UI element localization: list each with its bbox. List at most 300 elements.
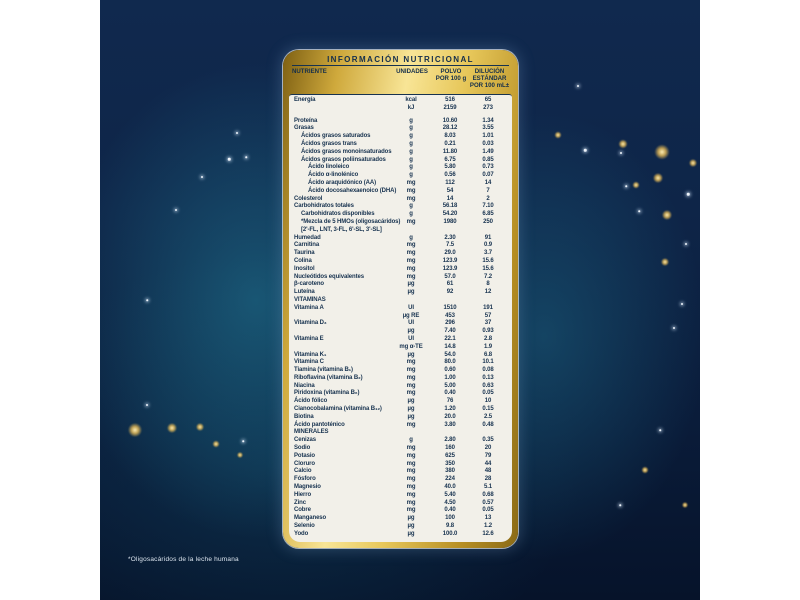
table-row bbox=[292, 149, 509, 157]
nutrient-name: Carnitina bbox=[294, 242, 320, 249]
table-row bbox=[292, 172, 509, 180]
nutrient-name: Hierro bbox=[294, 491, 312, 498]
nutrient-name: Ácidos grasos poliinsaturados bbox=[301, 156, 386, 163]
table-row bbox=[292, 328, 509, 336]
nutrient-name: Ácido docosahexaenoico (DHA) bbox=[308, 187, 397, 194]
nutrient-name: Vitamina E bbox=[294, 335, 324, 342]
column-header-dilution: DILUCIÓN ESTÁNDAR POR 100 mL± bbox=[469, 68, 510, 89]
dilution-value: 0.05 bbox=[482, 390, 494, 397]
nutrient-name: MINERALES bbox=[294, 429, 329, 436]
table-row bbox=[292, 196, 509, 204]
nutrient-name: Magnesio bbox=[294, 484, 321, 491]
nutrient-name: Tiamina (vitamina B₁) bbox=[294, 367, 353, 374]
unit-cell: mg bbox=[406, 476, 416, 483]
nutrient-name: Cloruro bbox=[294, 460, 315, 467]
table-row bbox=[292, 313, 509, 321]
unit-cell: mg bbox=[406, 242, 416, 249]
unit-cell: mg bbox=[406, 468, 416, 475]
dilution-value: 5.1 bbox=[483, 484, 493, 491]
table-row bbox=[292, 188, 509, 196]
unit-cell: g bbox=[409, 164, 413, 171]
unit-cell: mg bbox=[406, 491, 416, 498]
powder-value: 100 bbox=[445, 515, 455, 522]
unit-cell: kcal bbox=[405, 97, 417, 103]
nutrient-name: *Mezcla de 5 HMOs (oligosacáridos) bbox=[301, 218, 401, 225]
unit-cell: g bbox=[409, 140, 413, 147]
powder-value: 160 bbox=[445, 445, 455, 452]
unit-cell: mg bbox=[406, 187, 416, 194]
table-row bbox=[292, 375, 509, 383]
gold-star-icon bbox=[642, 467, 649, 474]
unit-cell: g bbox=[409, 437, 413, 444]
table-row bbox=[292, 445, 509, 453]
powder-value: 0.40 bbox=[444, 390, 456, 397]
powder-value: 1980 bbox=[443, 218, 457, 225]
dilution-value: 7 bbox=[486, 187, 490, 194]
nutrient-name: Cenizas bbox=[294, 437, 316, 444]
powder-value: 7.5 bbox=[445, 242, 455, 249]
gold-star-icon bbox=[128, 423, 142, 437]
dilution-value: 6.85 bbox=[482, 211, 494, 218]
dilution-value: 0.63 bbox=[482, 382, 494, 389]
dilution-value: 3.55 bbox=[482, 125, 494, 132]
unit-cell bbox=[389, 429, 433, 437]
nutrient-name: Inositol bbox=[294, 265, 315, 272]
dilution-value: 1.01 bbox=[482, 133, 494, 140]
powder-value: 29.0 bbox=[444, 250, 456, 257]
table-row bbox=[292, 336, 509, 344]
dilution-value: 0.13 bbox=[482, 374, 494, 381]
nutrition-table-body bbox=[289, 94, 512, 542]
table-row bbox=[292, 367, 509, 375]
white-star-icon bbox=[201, 176, 203, 178]
powder-value: 5.00 bbox=[444, 382, 456, 389]
dilution-value: 15.6 bbox=[482, 257, 494, 264]
powder-value: 54.20 bbox=[442, 211, 458, 218]
white-star-icon bbox=[245, 156, 247, 158]
powder-value: 92 bbox=[446, 289, 454, 296]
table-row bbox=[292, 250, 509, 258]
nutrient-name: Vitamina A bbox=[294, 304, 324, 311]
table-row bbox=[292, 398, 509, 406]
nutrient-name: Ácidos grasos monoinsaturados bbox=[301, 148, 392, 155]
unit-cell: mg bbox=[406, 195, 416, 202]
gold-star-icon bbox=[167, 423, 177, 433]
column-header-powder: POLVO POR 100 g bbox=[435, 68, 467, 82]
white-star-icon bbox=[659, 429, 661, 431]
dilution-value: 0.57 bbox=[482, 499, 494, 506]
unit-cell: g bbox=[409, 148, 413, 155]
dilution-value: 250 bbox=[483, 218, 493, 225]
unit-cell: g bbox=[409, 203, 413, 210]
unit-cell: µg bbox=[407, 328, 415, 335]
dilution-value: 1.9 bbox=[483, 343, 493, 350]
powder-value: 123.9 bbox=[442, 265, 458, 272]
powder-value: 123.9 bbox=[442, 257, 458, 264]
unit-cell: g bbox=[409, 234, 413, 241]
table-row bbox=[292, 164, 509, 172]
white-star-icon bbox=[681, 303, 683, 305]
powder-value: 5.80 bbox=[444, 164, 456, 171]
nutrition-label-header bbox=[283, 50, 518, 89]
unit-cell: µg bbox=[407, 530, 415, 537]
dilution-value: 191 bbox=[483, 304, 493, 311]
powder-value: 0.40 bbox=[444, 507, 456, 514]
hmo-footnote: *Oligosacáridos de la leche humana bbox=[128, 556, 239, 563]
white-star-icon bbox=[638, 210, 640, 212]
dilution-value: 0.73 bbox=[482, 164, 494, 171]
powder-value: 9.8 bbox=[445, 523, 455, 530]
table-row bbox=[292, 523, 509, 531]
powder-value: 5.40 bbox=[444, 491, 456, 498]
white-star-icon bbox=[687, 193, 690, 196]
powder-value bbox=[433, 429, 467, 437]
table-row bbox=[292, 484, 509, 492]
white-star-icon bbox=[577, 85, 579, 87]
powder-value: 28.12 bbox=[442, 125, 458, 132]
nutrient-name: Manganeso bbox=[294, 515, 327, 522]
powder-value: 76 bbox=[446, 398, 454, 405]
dilution-value: 6.8 bbox=[483, 351, 493, 358]
unit-cell: g bbox=[409, 117, 413, 124]
unit-cell: g bbox=[409, 125, 413, 132]
dilution-value: 28 bbox=[484, 476, 492, 483]
dilution-value: 0.07 bbox=[482, 172, 494, 179]
table-row bbox=[292, 203, 509, 211]
powder-value: 40.0 bbox=[444, 484, 456, 491]
unit-cell: µg bbox=[407, 515, 415, 522]
nutrient-name: Vitamina C bbox=[294, 359, 324, 366]
table-row bbox=[292, 352, 509, 360]
powder-value bbox=[433, 227, 467, 235]
table-row bbox=[292, 359, 509, 367]
nutrient-name: Biotina bbox=[294, 413, 314, 420]
table-row bbox=[292, 133, 509, 141]
nutrient-name: Ácido araquidónico (AA) bbox=[308, 179, 377, 186]
gold-star-icon bbox=[653, 173, 663, 183]
table-row bbox=[292, 476, 509, 484]
nutrient-name: Nucleótidos equivalentes bbox=[294, 273, 364, 280]
nutrient-name: VITAMINAS bbox=[294, 296, 326, 303]
powder-value bbox=[433, 297, 467, 305]
dilution-value: 8 bbox=[486, 281, 490, 288]
powder-value: 4.50 bbox=[444, 499, 456, 506]
white-star-icon bbox=[620, 152, 622, 154]
nutrient-name: Colesterol bbox=[294, 195, 323, 202]
unit-cell: mg bbox=[406, 257, 416, 264]
table-row bbox=[292, 242, 509, 250]
table-row bbox=[292, 305, 509, 313]
unit-cell: µg bbox=[407, 281, 415, 288]
nutrient-name: Colina bbox=[294, 257, 312, 264]
nutrient-name bbox=[292, 313, 389, 321]
table-row bbox=[292, 344, 509, 352]
gold-star-icon bbox=[237, 452, 243, 458]
nutrient-name: Cobre bbox=[294, 507, 311, 514]
powder-value: 1510 bbox=[443, 304, 457, 311]
unit-cell: g bbox=[409, 156, 413, 163]
table-row bbox=[292, 422, 509, 430]
nutrient-name: Zinc bbox=[294, 499, 306, 506]
dilution-value: 0.35 bbox=[482, 437, 494, 444]
unit-cell: mg bbox=[406, 218, 416, 225]
dilution-value: 10 bbox=[484, 398, 492, 405]
powder-value: 625 bbox=[445, 452, 455, 459]
unit-cell: mg bbox=[406, 273, 416, 280]
powder-value: 296 bbox=[445, 320, 455, 327]
dilution-value: 2.5 bbox=[483, 413, 493, 420]
powder-value: 100.0 bbox=[442, 530, 458, 537]
powder-value: 10.60 bbox=[442, 117, 458, 124]
gold-star-icon bbox=[662, 210, 672, 220]
nutrition-label-panel bbox=[283, 50, 518, 548]
nutrient-name: Ácidos grasos saturados bbox=[301, 133, 371, 140]
powder-value: 20.0 bbox=[444, 413, 456, 420]
dilution-value bbox=[467, 297, 509, 305]
table-row bbox=[292, 266, 509, 274]
nutrient-name: Calcio bbox=[294, 468, 312, 475]
unit-cell: mg bbox=[406, 460, 416, 467]
dilution-value: 14 bbox=[484, 179, 492, 186]
table-row bbox=[292, 227, 509, 235]
dilution-value: 7.2 bbox=[483, 273, 493, 280]
dilution-value: 48 bbox=[484, 468, 492, 475]
dilution-value: 10.1 bbox=[482, 359, 494, 366]
powder-value: 1.20 bbox=[444, 406, 456, 413]
dilution-value: 91 bbox=[484, 234, 492, 241]
powder-value: 54.0 bbox=[444, 351, 456, 358]
section-row bbox=[292, 297, 509, 305]
white-star-icon bbox=[673, 327, 675, 329]
powder-value: 350 bbox=[445, 460, 455, 467]
unit-cell: g bbox=[409, 211, 413, 218]
powder-value: 2159 bbox=[443, 104, 457, 111]
dilution-value: 44 bbox=[484, 460, 492, 467]
nutrient-name: Vitamina K₁ bbox=[294, 351, 327, 358]
unit-cell: mg bbox=[406, 499, 416, 506]
unit-cell: g bbox=[409, 133, 413, 140]
powder-value: 14 bbox=[446, 195, 454, 202]
table-row bbox=[292, 258, 509, 266]
unit-cell: g bbox=[409, 172, 413, 179]
unit-cell: UI bbox=[408, 320, 414, 327]
nutrient-name bbox=[292, 344, 389, 352]
table-row bbox=[292, 235, 509, 243]
nutrient-name: Cianocobalamina (vitamina B₁₂) bbox=[294, 406, 382, 413]
nutrient-name: Selenio bbox=[294, 523, 315, 530]
gold-star-icon bbox=[682, 502, 688, 508]
unit-cell: mg bbox=[406, 382, 416, 389]
table-row bbox=[292, 414, 509, 422]
unit-cell: mg bbox=[406, 421, 416, 428]
dilution-value: 0.93 bbox=[482, 328, 494, 335]
table-row bbox=[292, 219, 509, 227]
unit-cell: mg bbox=[406, 250, 416, 257]
table-row bbox=[292, 461, 509, 469]
white-star-icon bbox=[619, 504, 621, 506]
white-star-icon bbox=[146, 404, 148, 406]
table-row bbox=[292, 500, 509, 508]
table-row bbox=[292, 383, 509, 391]
table-row bbox=[292, 468, 509, 476]
powder-value: 22.1 bbox=[444, 335, 456, 342]
nutrient-name: Yodo bbox=[294, 530, 309, 537]
powder-value: 56.18 bbox=[442, 203, 458, 210]
unit-cell: UI bbox=[408, 304, 414, 311]
unit-cell: mg bbox=[406, 359, 416, 366]
powder-value: 224 bbox=[445, 476, 455, 483]
table-row bbox=[292, 289, 509, 297]
powder-value: 8.03 bbox=[444, 133, 456, 140]
powder-value: 7.40 bbox=[444, 328, 456, 335]
night-sky-background bbox=[100, 0, 700, 600]
table-row bbox=[292, 105, 509, 113]
table-row bbox=[292, 118, 509, 126]
nutrient-name: Energía bbox=[294, 97, 316, 103]
dilution-value: 0.85 bbox=[482, 156, 494, 163]
nutrient-name: Ácido linoleico bbox=[308, 164, 350, 171]
nutrient-name: Riboflavina (vitamina B₂) bbox=[294, 374, 363, 381]
unit-cell: µg bbox=[407, 406, 415, 413]
unit-cell: kJ bbox=[407, 104, 415, 111]
unit-cell: mg bbox=[406, 265, 416, 272]
nutrient-name: Ácido pantoténico bbox=[294, 421, 345, 428]
unit-cell bbox=[389, 227, 433, 235]
powder-value: 0.60 bbox=[444, 367, 456, 374]
nutrient-name: Proteína bbox=[294, 117, 318, 124]
table-row bbox=[292, 180, 509, 188]
table-row bbox=[292, 141, 509, 149]
dilution-value: 57 bbox=[484, 312, 492, 319]
table-row bbox=[292, 320, 509, 328]
powder-value: 80.0 bbox=[444, 359, 456, 366]
gold-star-icon bbox=[655, 145, 670, 160]
powder-value: 2.30 bbox=[444, 234, 456, 241]
table-row bbox=[292, 492, 509, 500]
dilution-value: 12.6 bbox=[482, 530, 494, 537]
nutrient-name: β-caroteno bbox=[294, 281, 324, 288]
dilution-value: 20 bbox=[484, 445, 492, 452]
nutrient-name: Ácidos grasos trans bbox=[301, 140, 357, 147]
powder-value: 112 bbox=[445, 179, 455, 186]
dilution-value: 3.7 bbox=[483, 250, 493, 257]
nutrient-name: Fósforo bbox=[294, 476, 316, 483]
column-header-row bbox=[290, 68, 511, 89]
unit-cell: mg bbox=[406, 367, 416, 374]
white-star-icon bbox=[625, 185, 627, 187]
powder-value: 1.00 bbox=[444, 374, 456, 381]
nutrition-title: INFORMACIÓN NUTRICIONAL bbox=[327, 55, 474, 64]
unit-cell: mg bbox=[406, 452, 416, 459]
dilution-value bbox=[467, 429, 509, 437]
nutrient-name: Vitamina D₃ bbox=[294, 320, 327, 327]
dilution-value bbox=[467, 227, 509, 235]
powder-value: 516 bbox=[445, 97, 455, 103]
unit-cell bbox=[389, 297, 433, 305]
table-row bbox=[292, 281, 509, 289]
table-row bbox=[292, 274, 509, 282]
dilution-value: 1.49 bbox=[482, 148, 494, 155]
dilution-value: 37 bbox=[484, 320, 492, 327]
table-row bbox=[292, 211, 509, 219]
nutrient-name: Ácido α-linolénico bbox=[308, 172, 359, 179]
gold-star-icon bbox=[555, 132, 562, 139]
table-row bbox=[292, 515, 509, 523]
gold-star-icon bbox=[661, 258, 669, 266]
table-row bbox=[292, 507, 509, 515]
dilution-value: 1.34 bbox=[482, 117, 494, 124]
column-header-units: UNIDADES bbox=[396, 68, 428, 75]
nutrient-name: [2'-FL, LNT, 3-FL, 6'-SL, 3'-SL] bbox=[301, 226, 382, 233]
dilution-value: 0.9 bbox=[483, 242, 493, 249]
dilution-value: 0.68 bbox=[482, 491, 494, 498]
powder-value: 2.80 bbox=[444, 437, 456, 444]
dilution-value: 12 bbox=[484, 289, 492, 296]
nutrient-name: Taurina bbox=[294, 250, 315, 257]
powder-value: 3.80 bbox=[444, 421, 456, 428]
white-star-icon bbox=[584, 149, 587, 152]
unit-cell: mg bbox=[406, 507, 416, 514]
unit-cell: UI bbox=[408, 335, 414, 342]
white-star-icon bbox=[236, 132, 238, 134]
nutrient-name bbox=[292, 105, 389, 113]
unit-cell: mg bbox=[406, 445, 416, 452]
dilution-value: 0.15 bbox=[482, 406, 494, 413]
unit-cell: µg bbox=[407, 523, 415, 530]
nutrient-name: Piridoxina (vitamina B₆) bbox=[294, 390, 360, 397]
gold-star-icon bbox=[619, 140, 628, 149]
dilution-value: 13 bbox=[484, 515, 492, 522]
unit-cell: µg bbox=[407, 413, 415, 420]
nutrient-name bbox=[292, 328, 389, 336]
powder-value: 0.21 bbox=[444, 140, 456, 147]
nutrient-name: Niacina bbox=[294, 382, 315, 389]
dilution-value: 79 bbox=[484, 452, 492, 459]
powder-value: 6.75 bbox=[444, 156, 456, 163]
unit-cell: mg bbox=[406, 374, 416, 381]
dilution-value: 0.03 bbox=[482, 140, 494, 147]
unit-cell: µg bbox=[407, 351, 415, 358]
unit-cell: µg bbox=[407, 289, 415, 296]
powder-value: 61 bbox=[446, 281, 454, 288]
dilution-value: 65 bbox=[484, 97, 492, 103]
dilution-value: 7.10 bbox=[482, 203, 494, 210]
table-row bbox=[292, 437, 509, 445]
white-star-icon bbox=[146, 299, 148, 301]
white-star-icon bbox=[685, 243, 687, 245]
dilution-value: 2 bbox=[486, 195, 490, 202]
powder-value: 380 bbox=[445, 468, 455, 475]
gold-star-icon bbox=[213, 441, 220, 448]
powder-value: 57.0 bbox=[444, 273, 456, 280]
unit-cell: µg RE bbox=[402, 312, 420, 319]
powder-value: 0.56 bbox=[444, 172, 456, 179]
section-row bbox=[292, 429, 509, 437]
powder-value: 54 bbox=[446, 187, 454, 194]
nutrient-name: Ácido fólico bbox=[294, 398, 328, 405]
unit-cell: mg α-TE bbox=[399, 343, 423, 350]
table-row bbox=[292, 531, 509, 539]
powder-value: 11.80 bbox=[442, 148, 458, 155]
white-star-icon bbox=[228, 158, 231, 161]
nutrient-name: Grasas bbox=[294, 125, 314, 132]
dilution-value: 273 bbox=[483, 104, 493, 111]
unit-cell: mg bbox=[406, 179, 416, 186]
white-star-icon bbox=[175, 209, 177, 211]
dilution-value: 15.6 bbox=[482, 265, 494, 272]
white-star-icon bbox=[242, 440, 244, 442]
nutrient-name: Potasio bbox=[294, 452, 315, 459]
